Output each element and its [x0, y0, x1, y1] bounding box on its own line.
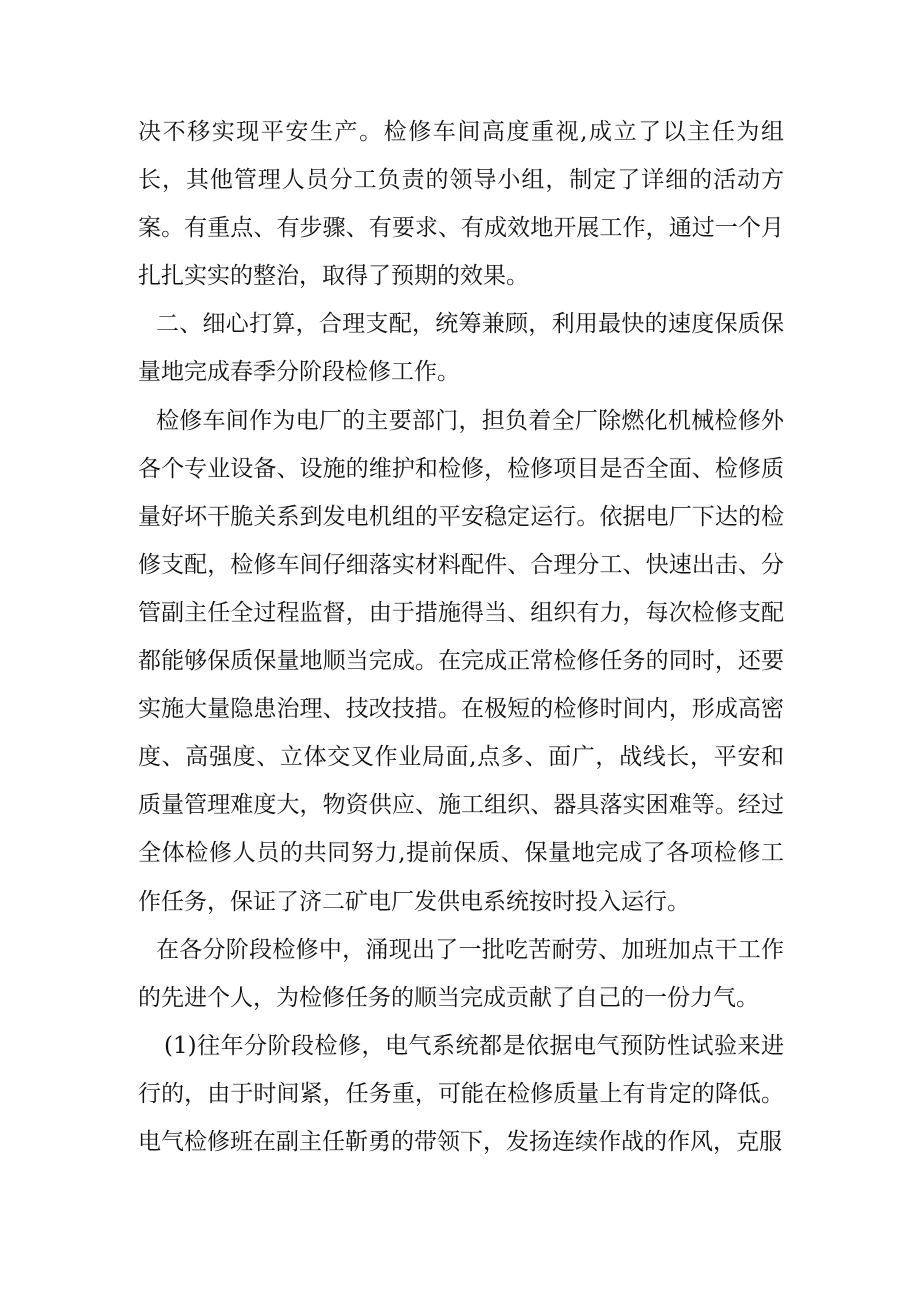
document-body	[138, 108, 784, 1166]
paragraph-body: 在各分阶段检修中，涌现出了一批吃苦耐劳、加班加点干工作的先进个人，为检修任务的顺当完成贡献了自己的一份力气。	[138, 936, 784, 1011]
paragraph-item: (1)往年分阶段检修，电气系统都是依据电气预防性试验来进行的，由于时间紧，任务重，可能在检修质量上有肯定的降低。电气检修班在副主任靳勇的带领下，发扬连续作战的作风，克服	[138, 1032, 784, 1155]
paragraph-continued: 决不移实现平安生产。检修车间高度重视,成立了以主任为组长，其他管理人员分工负责的领导小组，制定了详细的活动方案。有重点、有步骤、有要求、有成效地开展工作，通过一个月扎扎实实的整治，取得了预期的效果。	[138, 119, 784, 290]
section-heading: 二、细心打算，合理支配，统筹兼顾，利用最快的速度保质保量地完成春季分阶段检修工作。	[138, 311, 784, 386]
paragraph-body: 检修车间作为电厂的主要部门，担负着全厂除燃化机械检修外各个专业设备、设施的维护和检修，检修项目是否全面、检修质量好坏干脆关系到发电机组的平安稳定运行。依据电厂下达的检修支配，检修车间仔细落实材料配件、合理分工、快速出击、分管副主任全过程监督，由于措施得当、组织有力，每次检修支配都能够保质保量地顺当完成。在完成正常检修任务的同时，还要实施大量隐患治理、技改技措。在极短的检修时间内，形成高密度、高强度、立体交叉作业局面,点多、面广，战线长，平安和质量管理难度大，物资供应、施工组织、器具落实困难等。经过全体检修人员的共同努力,提前保质、保量地完成了各项检修工作任务，保证了济二矿电厂发供电系统按时投入运行。	[138, 407, 784, 915]
